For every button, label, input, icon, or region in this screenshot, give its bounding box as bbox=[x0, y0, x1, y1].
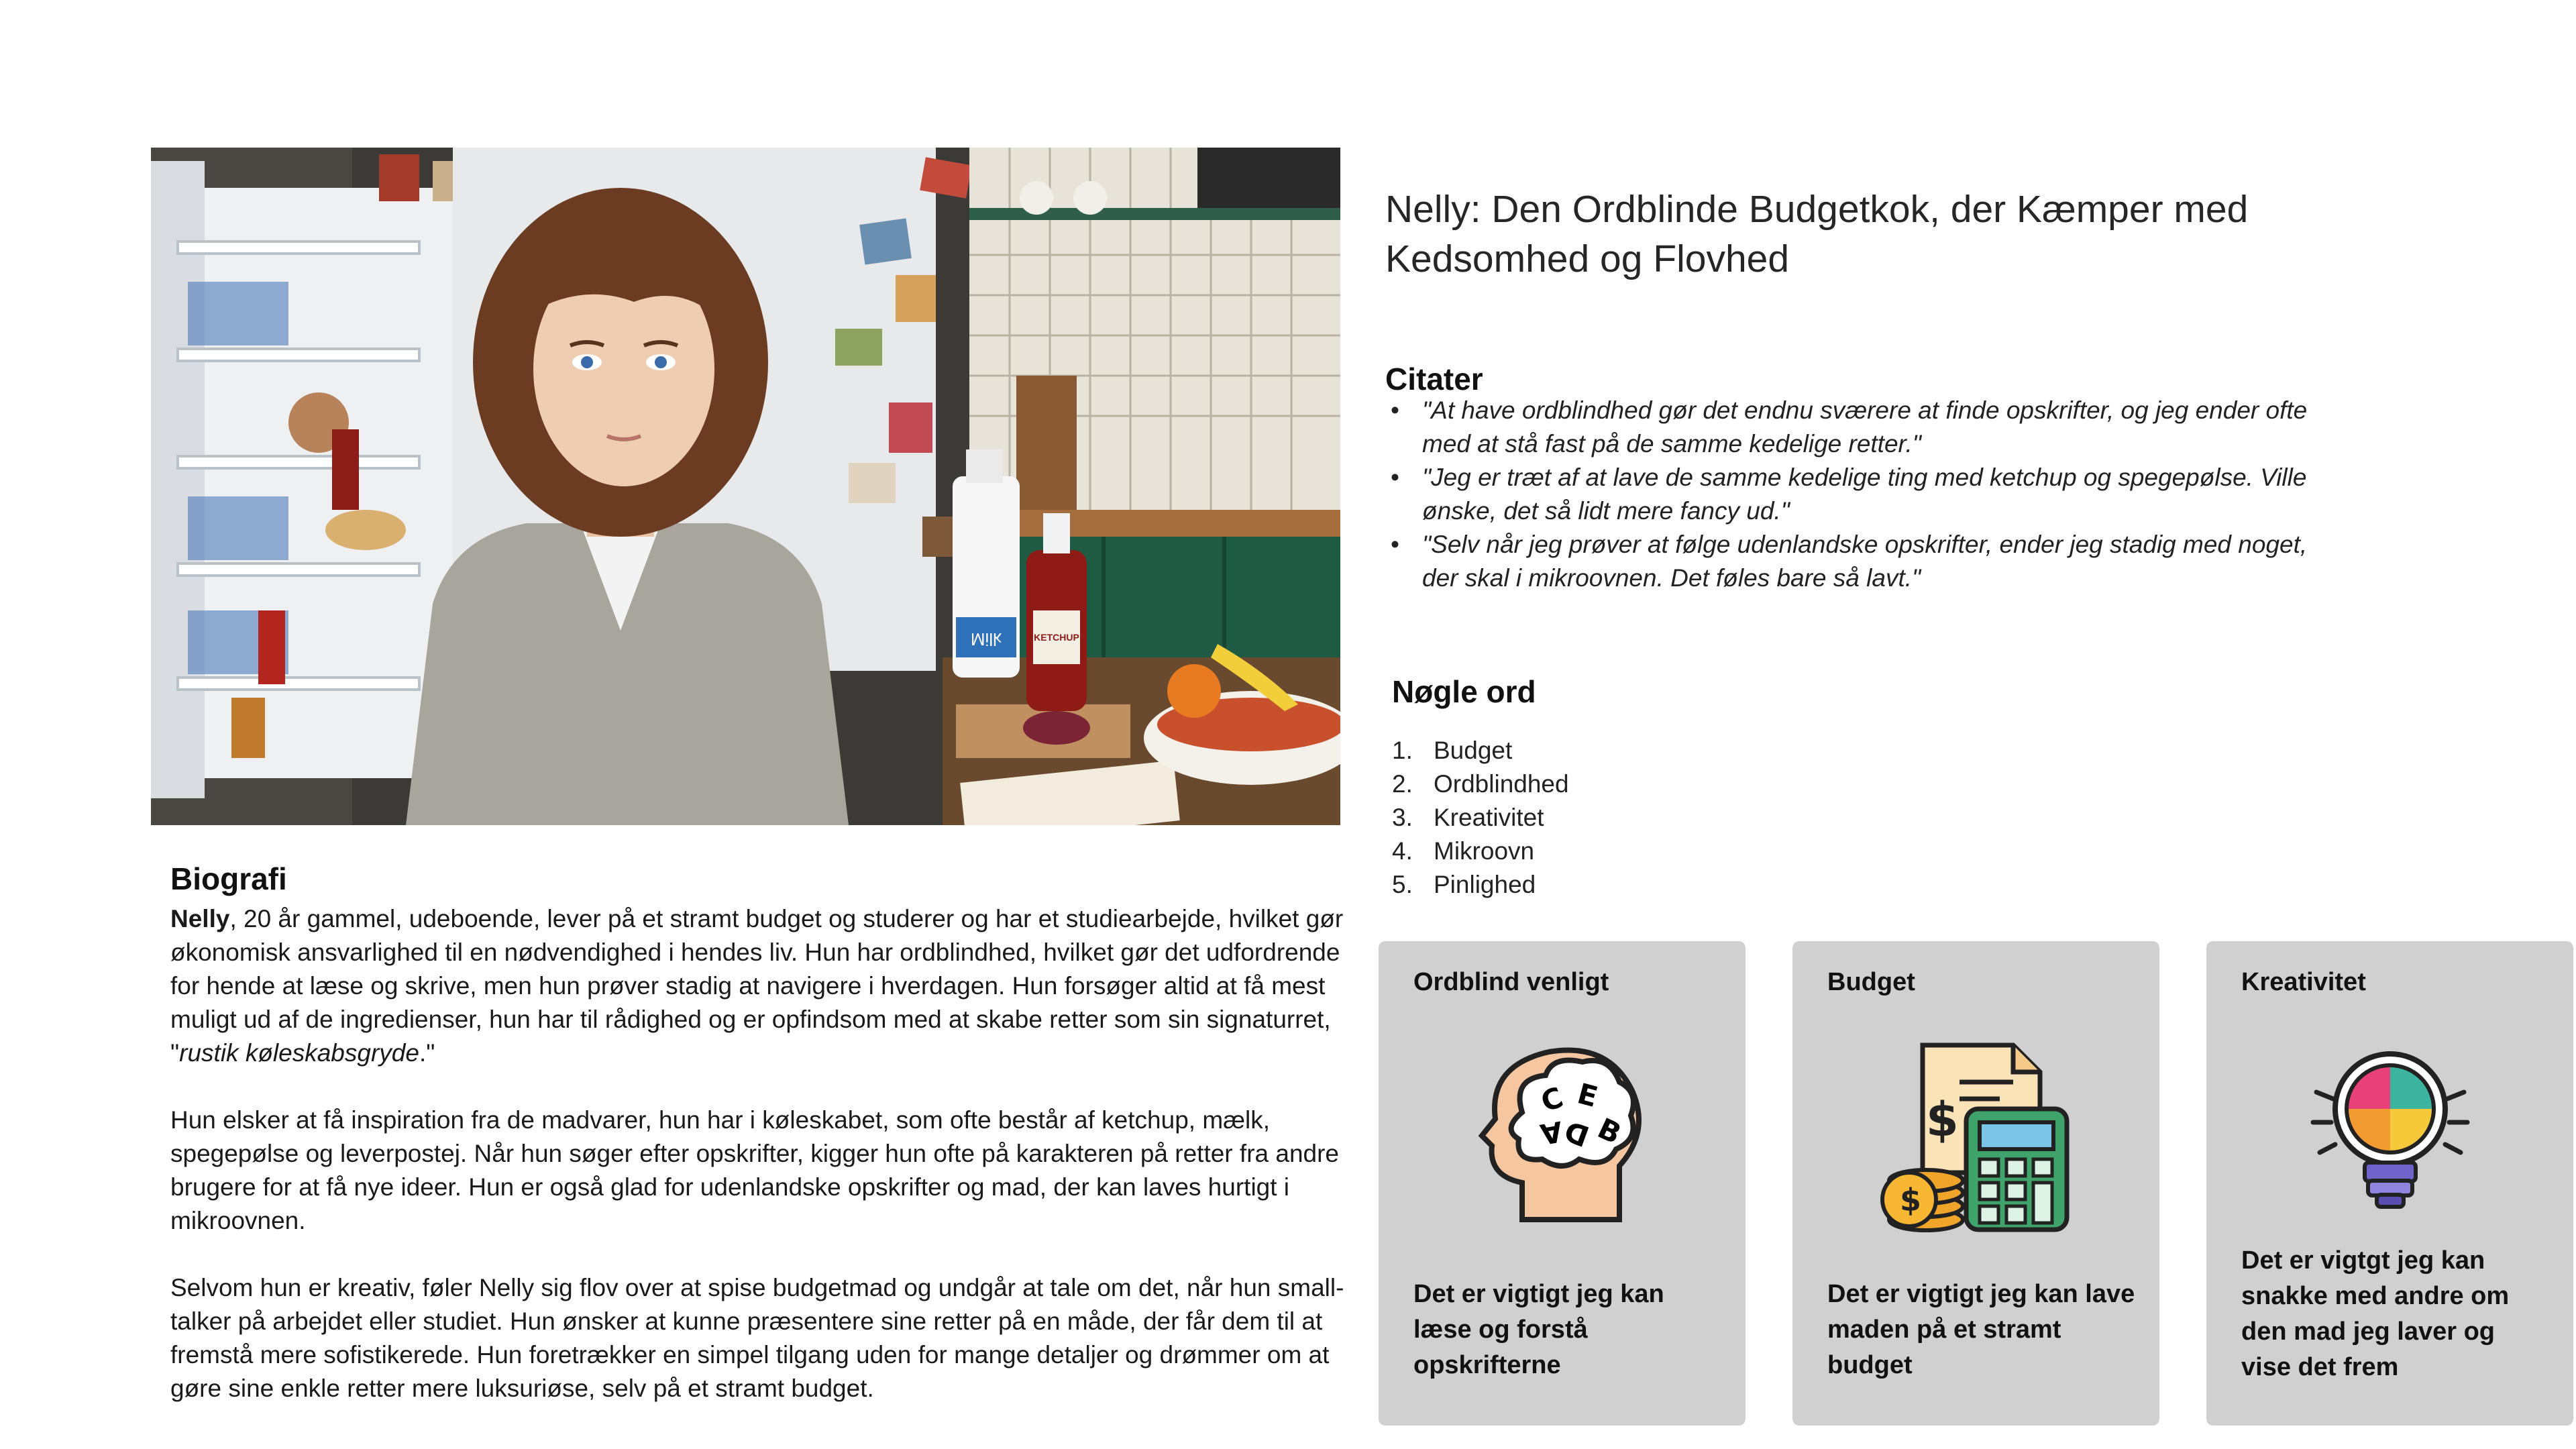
keyword-label: Budget bbox=[1434, 737, 1513, 764]
card-text: Det er vigtigt jeg kan læse og forstå opskrifterne bbox=[1413, 1280, 1664, 1379]
keywords-heading: Nøgle ord bbox=[1392, 674, 1536, 709]
keyword-item bbox=[1392, 868, 1569, 902]
card-budget bbox=[1792, 941, 2159, 1426]
biography-paragraph: Selvom hun er kreativ, føler Nelly sig flov over at spise budgetmad og undgår at tale om det, når hun small-talker på arbejdet eller studiet. Hun ønsker at kunne præsentere sine retter på en måde, der får dem til at fremstå mere sofistikerede. Hun foretrækker en simpel tilgang uden for mange detaljer og drømmer om at gøre sine enkle retter mere luksuriøse, selv på et stramt budget. bbox=[170, 1274, 1344, 1402]
biography-text-span: , 20 år gammel, udeboende, lever på et stramt budget og studerer og har et studiearbejde, hvilket gør økonomisk ansvarlighed til en nødvendighed i hendes liv. Hun har ordblindhed, hvilket gør det udfordrende for hende at læse og skrive, men hun prøver stadig at navigere i hverdagen. Hun forsøger altid at få mest muligt ud af de ingredienser, hun har til rådighed og er opfindsom med at skabe retter som sin signaturret, " bbox=[170, 905, 1344, 1067]
quote-item: • "At have ordblindhed gør det endnu sværere at finde opskrifter, og jeg ender ofte med at stå fast på de samme kedelige retter." bbox=[1385, 394, 2338, 461]
keyword-label: Mikroovn bbox=[1434, 837, 1535, 865]
keyword-item bbox=[1392, 767, 1569, 801]
biography-heading: Biografi bbox=[170, 861, 287, 896]
card-dyslexia-friendly bbox=[1379, 941, 1746, 1426]
keyword-item bbox=[1392, 835, 1569, 868]
biography-paragraph bbox=[170, 902, 1371, 1070]
card-text: Det er vigtgt jeg kan snakke med andre om den mad jeg laver og vise det frem bbox=[2241, 1246, 2510, 1381]
milk-bottle bbox=[953, 449, 1020, 678]
signature-dish: rustik køleskabsgryde bbox=[179, 1039, 419, 1067]
lightbulb-puzzle-icon bbox=[2303, 1038, 2477, 1216]
keyword-number: 4. bbox=[1392, 837, 1413, 865]
keyword-number: 2. bbox=[1392, 770, 1413, 798]
brain-letter: E bbox=[1573, 1077, 1601, 1114]
brain-letter: C bbox=[1536, 1080, 1567, 1119]
brain-letter: A bbox=[1537, 1114, 1565, 1151]
card-title: Budget bbox=[1827, 968, 1915, 996]
brain-letter: B bbox=[1592, 1112, 1626, 1150]
ketchup-label: KETCHUP bbox=[1034, 632, 1079, 643]
page-title: Nelly: Den Ordblinde Budgetkok, der Kæmper med Kedsomhed og Flovhed bbox=[1385, 188, 2249, 280]
card-title: Ordblind venligt bbox=[1413, 968, 1609, 996]
keyword-label: Ordblindhed bbox=[1434, 770, 1569, 798]
keyword-number: 1. bbox=[1392, 737, 1413, 764]
keyword-label: Pinlighed bbox=[1434, 871, 1536, 898]
keyword-item bbox=[1392, 801, 1569, 835]
persona-name: Nelly bbox=[170, 905, 230, 932]
biography-paragraph: Hun elsker at få inspiration fra de madvarer, hun har i køleskabet, som ofte består af ketchup, mælk, spegepølse og leverpostej. Når hun søger efter opskrifter, kigger hun ofte på karakteren på retter fra andre brugere for at få nye ideer. Hun er også glad for udenlandske opskrifter og mad, der kan laves hurtigt i mikroovnen. bbox=[170, 1106, 1339, 1234]
card-text: Det er vigtigt jeg kan lave maden på et stramt budget bbox=[1827, 1280, 2135, 1379]
persona-photo bbox=[151, 148, 1340, 825]
brain-letters-icon bbox=[1475, 1038, 1650, 1230]
brain-letter: D bbox=[1560, 1114, 1593, 1153]
milk-label: Milk bbox=[970, 629, 1002, 649]
keywords-list bbox=[1392, 734, 1569, 902]
keyword-label: Kreativitet bbox=[1434, 804, 1544, 831]
biography-text-span: ." bbox=[419, 1039, 435, 1067]
keyword-item bbox=[1392, 734, 1569, 767]
quotes-list bbox=[1385, 394, 2338, 595]
biography-text bbox=[170, 902, 1371, 1439]
keyword-number: 5. bbox=[1392, 871, 1413, 898]
card-title: Kreativitet bbox=[2241, 968, 2366, 996]
quote-item: • "Selv når jeg prøver at følge udenlandske opskrifter, ender jeg stadig med noget, der skal i mikroovnen. Det føles bare så lavt." bbox=[1385, 528, 2338, 595]
keyword-number: 3. bbox=[1392, 804, 1413, 831]
quote-item: • "Jeg er træt af at lave de samme kedelige ting med ketchup og spegepølse. Ville ønske, det så lidt mere fancy ud." bbox=[1385, 461, 2338, 528]
quotes-heading: Citater bbox=[1385, 362, 1483, 396]
budget-calculator-icon bbox=[1879, 1038, 2074, 1236]
currency-symbol: $ bbox=[1925, 1092, 1959, 1147]
card-creativity bbox=[2206, 941, 2573, 1426]
coin-symbol: $ bbox=[1899, 1182, 1921, 1218]
